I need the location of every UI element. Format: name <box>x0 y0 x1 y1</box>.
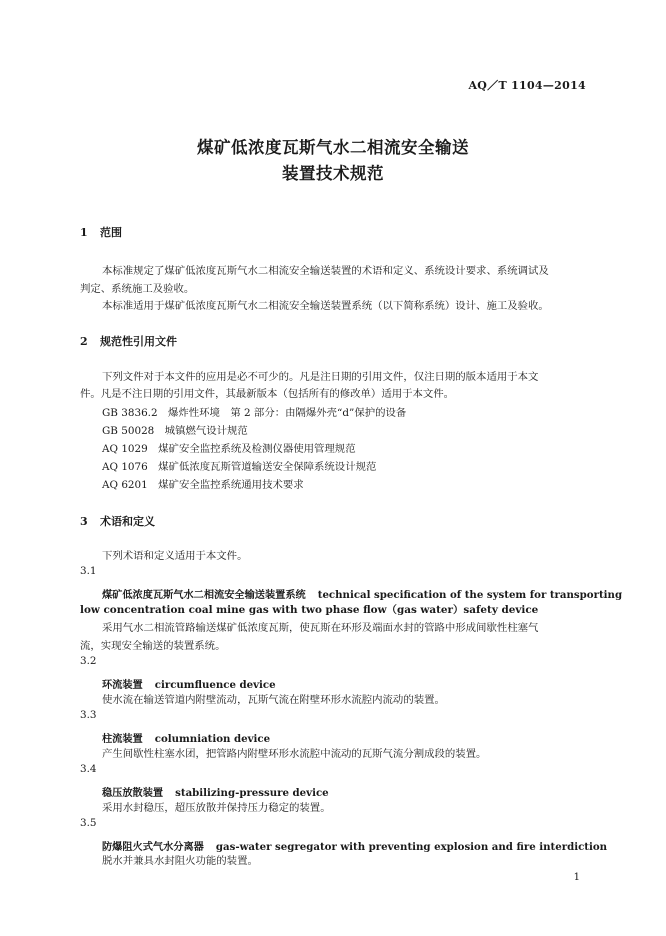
term-number: 3.1 <box>80 565 97 577</box>
reference-item: AQ 1076 煤矿低浓度瓦斯管道输送安全保障系统设计规范 <box>102 461 377 473</box>
section-title: 规范性引用文件 <box>100 335 177 348</box>
term-3-1-heading <box>102 583 622 602</box>
term-number: 3.3 <box>80 709 97 721</box>
term-english-continued: low concentration coal mine gas with two phase flow（gas water）safety device <box>80 604 539 616</box>
section-number: 1 <box>80 226 88 239</box>
term-number: 3.2 <box>80 655 97 667</box>
s1-paragraph-2: 本标准适用于煤矿低浓度瓦斯气水二相流安全输送装置系统（以下简称系统）设计、施工及验收。 <box>102 300 549 312</box>
term-3-2-heading <box>102 673 276 692</box>
term-3-3-heading <box>102 727 270 746</box>
term-definition-continued: 流，实现安全输送的装置系统。 <box>80 640 226 652</box>
term-chinese: 防爆阻火式气水分离器 <box>102 842 204 853</box>
document-title-line-2: 装置技术规范 <box>282 164 384 183</box>
term-number: 3.4 <box>80 763 97 775</box>
section-number: 2 <box>80 335 88 348</box>
term-definition: 产生间歇性柱塞水团，把管路内附壁环形水流腔中流动的瓦斯气流分割成段的装置。 <box>102 748 487 760</box>
reference-item: GB 50028 城镇燃气设计规范 <box>102 425 248 437</box>
term-english: technical specification of the system for transporting <box>317 589 623 601</box>
reference-item: GB 3836.2 爆炸性环境 第 2 部分：由隔爆外壳“d”保护的设备 <box>102 407 407 419</box>
section-number: 3 <box>80 515 88 528</box>
term-definition: 采用气水二相流管路输送煤矿低浓度瓦斯，使瓦斯在环形及端面水封的管路中形成间歇性柱塞气 <box>102 622 539 634</box>
page-number: 1 <box>573 872 580 883</box>
term-number: 3.5 <box>80 817 97 829</box>
s1-paragraph-1-line-1: 本标准规定了煤矿低浓度瓦斯气水二相流安全输送装置的术语和定义、系统设计要求、系统调试及 <box>102 265 549 277</box>
standard-number: AQ／T 1104—2014 <box>468 79 586 92</box>
section-2-heading <box>80 333 177 349</box>
term-definition: 采用水封稳压，超压放散并保持压力稳定的装置。 <box>102 802 331 814</box>
term-definition: 使水流在输送管道内附壁流动，瓦斯气流在附壁环形水流腔内流动的装置。 <box>102 694 445 706</box>
term-chinese: 柱流装置 <box>102 734 143 745</box>
reference-item: AQ 6201 煤矿安全监控系统通用技术要求 <box>102 479 304 491</box>
term-english: stabilizing-pressure device <box>175 787 329 799</box>
s2-paragraph-line-2: 件。凡是不注日期的引用文件，其最新版本（包括所有的修改单）适用于本文件。 <box>80 388 455 400</box>
term-chinese: 环流装置 <box>102 680 143 691</box>
term-english: gas-water segregator with preventing explosion and fire interdiction <box>215 841 608 853</box>
section-3-heading <box>80 513 155 529</box>
s3-intro: 下列术语和定义适用于本文件。 <box>102 550 248 562</box>
term-english: columniation device <box>154 733 271 745</box>
s1-paragraph-1-line-2: 判定、系统施工及验收。 <box>80 283 195 295</box>
s2-paragraph-line-1: 下列文件对于本文件的应用是必不可少的。凡是注日期的引用文件，仅注日期的版本适用于本文 <box>102 371 539 383</box>
section-title: 范围 <box>100 226 122 239</box>
section-1-heading <box>80 224 122 240</box>
term-english: circumfluence device <box>154 679 276 691</box>
term-3-4-heading <box>102 781 329 800</box>
section-title: 术语和定义 <box>100 515 155 528</box>
reference-item: AQ 1029 煤矿安全监控系统及检测仪器使用管理规范 <box>102 443 356 455</box>
term-definition: 脱水并兼具水封阻火功能的装置。 <box>102 855 258 867</box>
term-chinese: 稳压放散装置 <box>102 788 164 799</box>
document-title-line-1: 煤矿低浓度瓦斯气水二相流安全输送 <box>197 138 469 157</box>
term-chinese: 煤矿低浓度瓦斯气水二相流安全输送装置系统 <box>102 590 306 601</box>
